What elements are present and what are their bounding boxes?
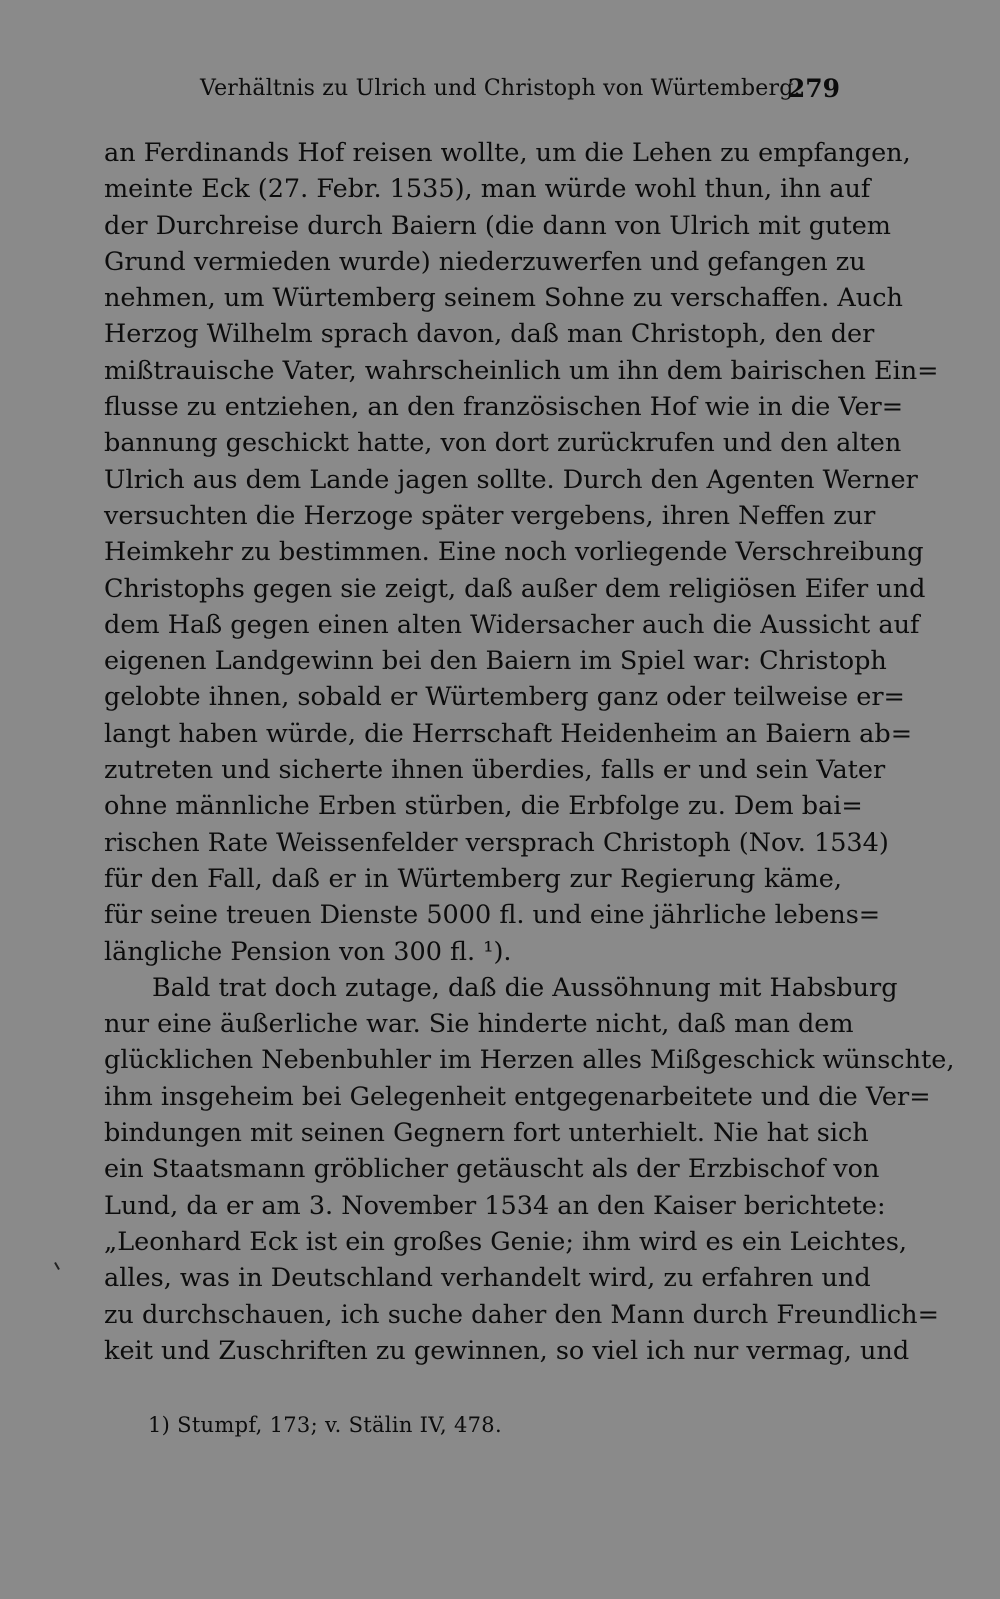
- text-line: „Leonhard Eck ist ein großes Genie; ihm wird es ein Leichtes,: [104, 1226, 908, 1257]
- text-line: zu durchschauen, ich suche daher den Mann durch Freundlich=: [104, 1299, 939, 1330]
- text-line: meinte Eck (27. Febr. 1535), man würde wohl thun, ihn auf: [104, 174, 871, 205]
- text-line: Heimkehr zu bestimmen. Eine noch vorliegende Verschreibung: [104, 537, 924, 568]
- text-line: an Ferdinands Hof reisen wollte, um die Lehen zu empfangen,: [104, 138, 911, 168]
- text-line: Grund vermieden wurde) niederzuwerfen und gefangen zu: [104, 246, 866, 277]
- text-line: Christophs gegen sie zeigt, daß außer dem religiösen Eifer und: [104, 573, 926, 604]
- text-line: längliche Pension von 300 fl. ¹).: [104, 936, 512, 967]
- text-line: ihm insgeheim bei Gelegenheit entgegenarbeitete und die Ver=: [104, 1081, 931, 1112]
- text-line: dem Haß gegen einen alten Widersacher auch die Aussicht auf: [104, 609, 920, 640]
- text-line: Herzog Wilhelm sprach davon, daß man Christoph, den der: [104, 319, 875, 350]
- text-line: glücklichen Nebenbuhler im Herzen alles Mißgeschick wünschte,: [104, 1045, 955, 1076]
- text-line: nehmen, um Würtemberg seinem Sohne zu verschaffen. Auch: [104, 283, 903, 314]
- body-text: [104, 135, 955, 1369]
- text-line: mißtrauische Vater, wahrscheinlich um ihn dem bairischen Ein=: [104, 355, 939, 386]
- stray-ink-mark: [54, 1262, 60, 1270]
- text-line: keit und Zuschriften zu gewinnen, so viel ich nur vermag, und: [104, 1335, 910, 1366]
- text-line: alles, was in Deutschland verhandelt wird, zu erfahren und: [104, 1263, 871, 1294]
- text-line: eigenen Landgewinn bei den Baiern im Spiel war: Christoph: [104, 646, 887, 677]
- text-line: ohne männliche Erben stürben, die Erbfolge zu. Dem bai=: [104, 791, 863, 822]
- text-line: nur eine äußerliche war. Sie hinderte nicht, daß man dem: [104, 1009, 854, 1040]
- text-line: ein Staatsmann gröblicher getäuscht als der Erzbischof von: [104, 1154, 880, 1185]
- text-line: Bald trat doch zutage, daß die Aussöhnung mit Habsburg: [152, 972, 898, 1003]
- text-line: Ulrich aus dem Lande jagen sollte. Durch den Agenten Werner: [104, 464, 918, 495]
- text-line: bindungen mit seinen Gegnern fort unterhielt. Nie hat sich: [104, 1118, 869, 1149]
- page-header: [200, 70, 840, 110]
- text-line: für den Fall, daß er in Würtemberg zur Regierung käme,: [104, 863, 842, 894]
- text-line: bannung geschickt hatte, von dort zurückrufen und den alten: [104, 428, 902, 459]
- text-line: Lund, da er am 3. November 1534 an den Kaiser berichtete:: [104, 1190, 886, 1221]
- text-line: zutreten und sicherte ihnen überdies, falls er und sein Vater: [104, 755, 886, 786]
- text-line: flusse zu entziehen, an den französischen Hof wie in die Ver=: [104, 392, 904, 423]
- text-line: gelobte ihnen, sobald er Würtemberg ganz oder teilweise er=: [104, 682, 905, 713]
- footnote: 1) Stumpf, 173; v. Stälin IV, 478.: [148, 1413, 502, 1437]
- text-line: rischen Rate Weissenfelder versprach Christoph (Nov. 1534): [104, 827, 889, 858]
- running-head: Verhältnis zu Ulrich und Christoph von Würtemberg.: [200, 76, 801, 101]
- text-line: versuchten die Herzoge später vergebens, ihren Neffen zur: [104, 500, 876, 531]
- page-number: 279: [787, 74, 840, 103]
- text-line: für seine treuen Dienste 5000 fl. und eine jährliche lebens=: [104, 900, 881, 931]
- text-line: langt haben würde, die Herrschaft Heidenheim an Baiern ab=: [104, 718, 913, 749]
- text-line: der Durchreise durch Baiern (die dann von Ulrich mit gutem: [104, 210, 891, 241]
